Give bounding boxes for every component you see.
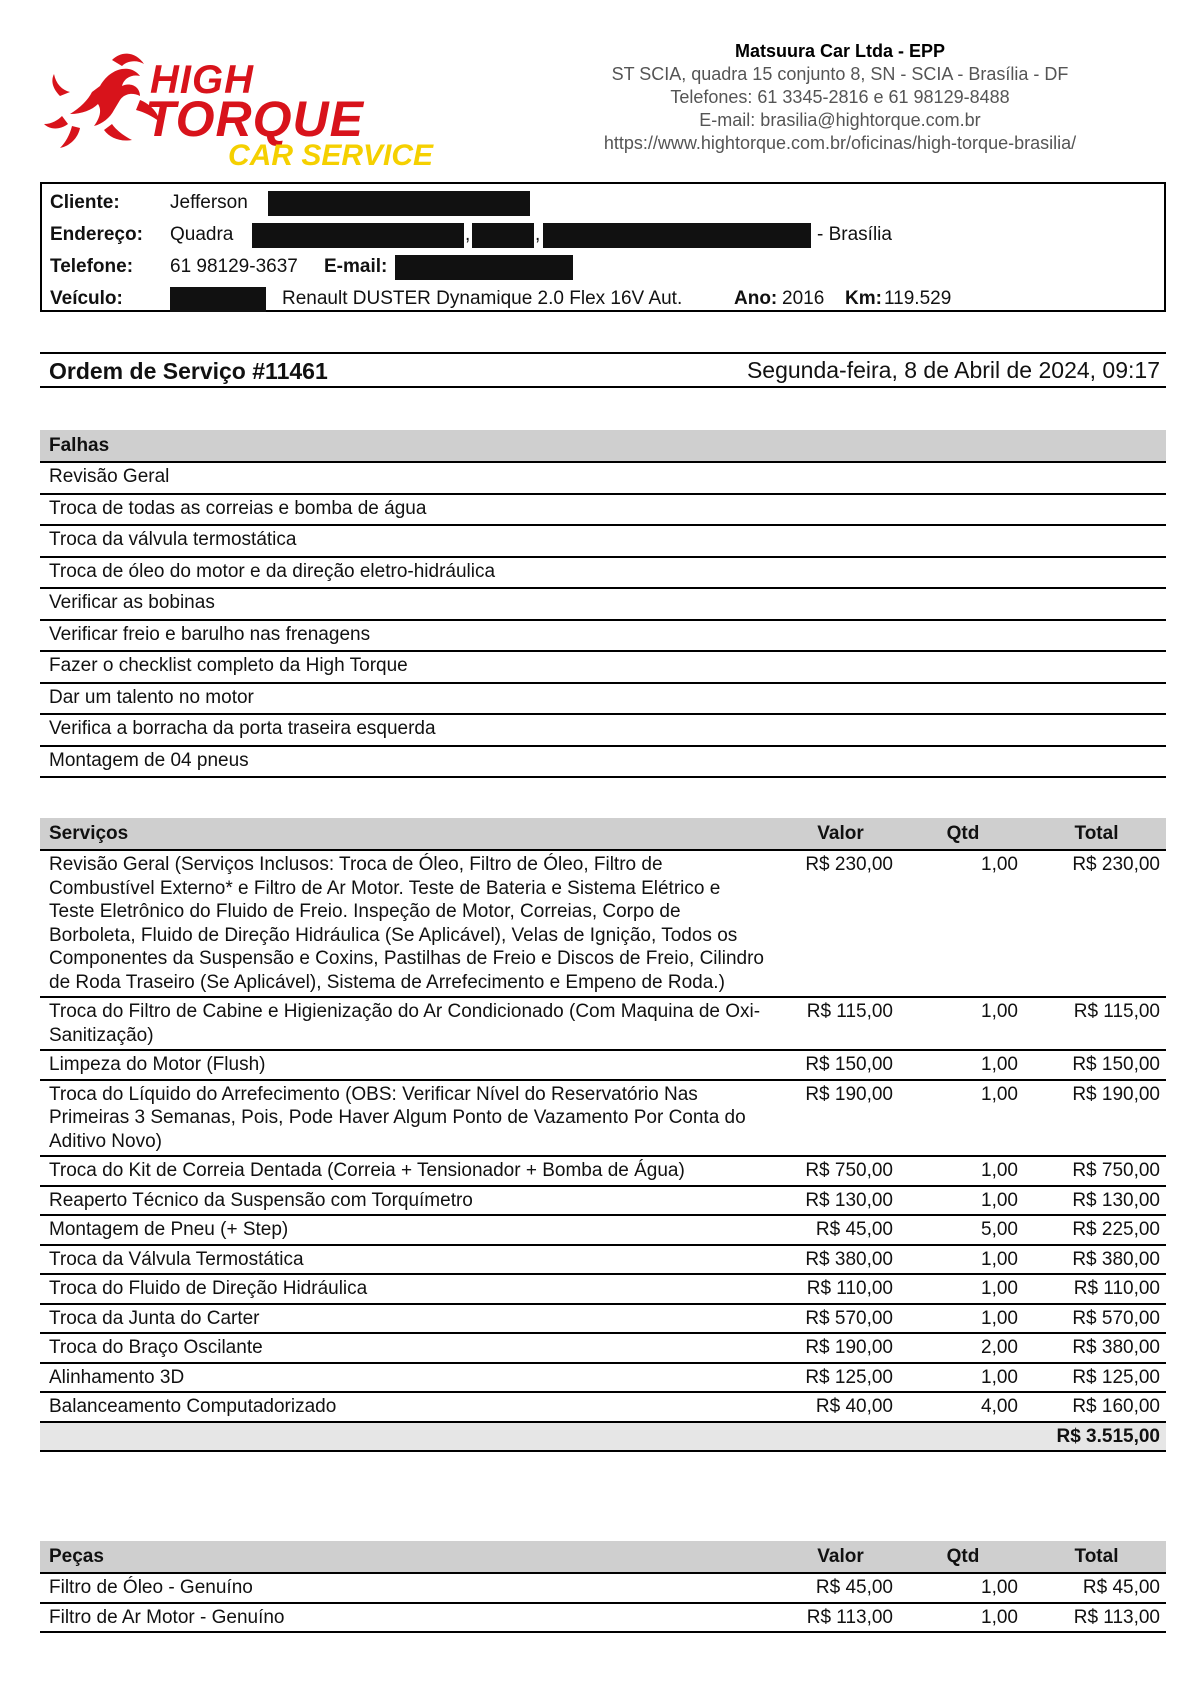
falha-row (40, 494, 1166, 526)
item-total: R$ 225,00 (1024, 1215, 1166, 1245)
company-address: ST SCIA, quadra 15 conjunto 8, SN - SCIA - Brasília - DF (611, 64, 1069, 84)
item-valor: R$ 45,00 (779, 1215, 899, 1245)
phone-label: Telefone: (50, 256, 134, 277)
servico-row (40, 1245, 1166, 1275)
company-email: E-mail: brasilia@hightorque.com.br (699, 110, 981, 130)
item-description: Limpeza do Motor (Flush) (40, 1050, 779, 1080)
item-valor: R$ 750,00 (779, 1156, 899, 1186)
servico-row (40, 1304, 1166, 1334)
item-qtd: 1,00 (899, 1186, 1024, 1216)
item-total: R$ 113,00 (1024, 1603, 1166, 1633)
item-description: Troca do Braço Oscilante (40, 1333, 779, 1363)
item-qtd: 1,00 (899, 850, 1024, 997)
falha-item: Troca de óleo do motor e da direção eletro-hidráulica (40, 557, 1166, 589)
company-name: Matsuura Car Ltda - EPP (734, 41, 946, 61)
falha-row (40, 746, 1166, 778)
servico-row (40, 1333, 1166, 1363)
item-description: Troca da Junta do Carter (40, 1304, 779, 1334)
pecas-table (40, 1541, 1166, 1633)
item-description: Troca do Líquido do Arrefecimento (OBS: Verificar Nível do Reservatório Nas Primeiras 3 Semanas, Pois, Pode Haver Algum Ponto de Vazamento Por Conta do Aditivo Novo) (40, 1080, 779, 1157)
falha-item: Revisão Geral (40, 462, 1166, 494)
year-value: 2016 (782, 288, 825, 309)
client-label: Cliente: (50, 192, 120, 213)
servico-row (40, 1363, 1166, 1393)
client-info-box (40, 182, 1166, 312)
item-qtd: 1,00 (899, 1363, 1024, 1393)
item-valor: R$ 125,00 (779, 1363, 899, 1393)
item-total: R$ 230,00 (1024, 850, 1166, 997)
item-qtd: 1,00 (899, 1603, 1024, 1633)
falha-item: Verificar freio e barulho nas frenagens (40, 620, 1166, 652)
pecas-header-desc: Peças (40, 1541, 779, 1573)
item-valor: R$ 190,00 (779, 1080, 899, 1157)
item-description: Filtro de Ar Motor - Genuíno (40, 1603, 779, 1633)
servicos-table (40, 818, 1166, 1452)
falhas-header: Falhas (40, 430, 1166, 462)
falha-item: Montagem de 04 pneus (40, 746, 1166, 778)
item-description: Filtro de Óleo - Genuíno (40, 1573, 779, 1603)
item-total: R$ 45,00 (1024, 1573, 1166, 1603)
item-total: R$ 110,00 (1024, 1274, 1166, 1304)
servico-row (40, 1156, 1166, 1186)
item-qtd: 1,00 (899, 1245, 1024, 1275)
servicos-header-desc: Serviços (40, 818, 779, 850)
item-total: R$ 380,00 (1024, 1333, 1166, 1363)
redaction-bar (170, 287, 266, 312)
servico-row (40, 1080, 1166, 1157)
item-valor: R$ 130,00 (779, 1186, 899, 1216)
servicos-grand-total: R$ 3.515,00 (1024, 1422, 1166, 1452)
servico-row (40, 997, 1166, 1050)
falha-row (40, 651, 1166, 683)
falha-item: Verifica a borracha da porta traseira esquerda (40, 714, 1166, 746)
redaction-bar (252, 223, 464, 248)
pecas-header-total: Total (1024, 1541, 1166, 1573)
scorpion-icon (44, 54, 160, 148)
high-torque-logo (40, 38, 480, 168)
falha-row (40, 620, 1166, 652)
pecas-header-valor: Valor (779, 1541, 899, 1573)
item-total: R$ 130,00 (1024, 1186, 1166, 1216)
logo-text-torque: TORQUE (145, 91, 364, 147)
order-title: Ordem de Serviço #11461 (49, 358, 328, 384)
item-total: R$ 160,00 (1024, 1392, 1166, 1422)
item-valor: R$ 230,00 (779, 850, 899, 997)
peca-row (40, 1573, 1166, 1603)
item-description: Troca do Fluido de Direção Hidráulica (40, 1274, 779, 1304)
document-header (40, 28, 1170, 168)
falha-row (40, 525, 1166, 557)
redaction-bar (268, 191, 530, 216)
item-qtd: 1,00 (899, 1274, 1024, 1304)
km-label: Km: (845, 288, 882, 309)
total-spacer (40, 1422, 1024, 1452)
servico-row (40, 1186, 1166, 1216)
address-city: - Brasília (817, 224, 892, 245)
falha-row (40, 462, 1166, 494)
phone-row (50, 251, 1156, 283)
servico-row (40, 1050, 1166, 1080)
email-label: E-mail: (324, 256, 388, 277)
item-qtd: 1,00 (899, 1573, 1024, 1603)
falha-item: Fazer o checklist completo da High Torque (40, 651, 1166, 683)
falha-item: Troca da válvula termostática (40, 525, 1166, 557)
item-valor: R$ 113,00 (779, 1603, 899, 1633)
item-description: Balanceamento Computadorizado (40, 1392, 779, 1422)
redaction-bar (472, 223, 534, 248)
item-total: R$ 750,00 (1024, 1156, 1166, 1186)
redaction-bar (543, 223, 811, 248)
address-label: Endereço: (50, 224, 143, 245)
falha-row (40, 588, 1166, 620)
peca-row (40, 1603, 1166, 1633)
item-description: Revisão Geral (Serviços Inclusos: Troca de Óleo, Filtro de Óleo, Filtro de Combustível Externo* e Filtro de Ar Motor. Teste de Bateria e Sistema Elétrico e Teste Eletrônico do Fluido de Freio. Inspeção de Motor, Correias, Corpo de Borboleta, Fluido de Direção Hidráulica (Se Aplicável), Velas de Ignição, Todos os Componentes da Suspensão e Coxins, Pastilhas de Freio e Discos de Freio, Cilindro de Roda Traseiro (Se Aplicável), Sistema de Arrefecimento e Empeno de Roda.) (40, 850, 779, 997)
client-name: Jefferson (170, 192, 248, 213)
servico-row (40, 1215, 1166, 1245)
address-row: Endereço: Quadra , , - Brasília (50, 219, 1156, 251)
item-valor: R$ 380,00 (779, 1245, 899, 1275)
falha-item: Dar um talento no motor (40, 683, 1166, 715)
item-valor: R$ 110,00 (779, 1274, 899, 1304)
item-total: R$ 190,00 (1024, 1080, 1166, 1157)
servicos-header-valor: Valor (779, 818, 899, 850)
item-description: Troca do Kit de Correia Dentada (Correia + Tensionador + Bomba de Água) (40, 1156, 779, 1186)
servicos-header-total: Total (1024, 818, 1166, 850)
item-qtd: 1,00 (899, 997, 1024, 1050)
item-qtd: 1,00 (899, 1156, 1024, 1186)
item-qtd: 5,00 (899, 1215, 1024, 1245)
company-info (530, 40, 1150, 155)
vehicle-label: Veículo: (50, 288, 123, 309)
item-total: R$ 125,00 (1024, 1363, 1166, 1393)
order-header (40, 352, 1166, 388)
item-total: R$ 380,00 (1024, 1245, 1166, 1275)
client-row (50, 187, 1156, 219)
servico-row (40, 850, 1166, 997)
item-qtd: 4,00 (899, 1392, 1024, 1422)
year-label: Ano: (734, 288, 778, 309)
falha-row (40, 557, 1166, 589)
falhas-table (40, 430, 1166, 778)
item-total: R$ 150,00 (1024, 1050, 1166, 1080)
vehicle-model: Renault DUSTER Dynamique 2.0 Flex 16V Aut. (282, 288, 683, 309)
address-value: Quadra (170, 224, 234, 245)
company-phones: Telefones: 61 3345-2816 e 61 98129-8488 (670, 87, 1010, 107)
item-valor: R$ 115,00 (779, 997, 899, 1050)
logo-text-high: HIGH (150, 58, 254, 102)
pecas-header-qtd: Qtd (899, 1541, 1024, 1573)
item-description: Troca do Filtro de Cabine e Higienização do Ar Condicionado (Com Maquina de Oxi-Sanitização) (40, 997, 779, 1050)
falha-item: Troca de todas as correias e bomba de água (40, 494, 1166, 526)
item-description: Alinhamento 3D (40, 1363, 779, 1393)
km-value: 119.529 (884, 288, 952, 309)
redaction-bar (395, 255, 573, 280)
item-total: R$ 115,00 (1024, 997, 1166, 1050)
company-url: https://www.hightorque.com.br/oficinas/high-torque-brasilia/ (603, 133, 1077, 153)
falha-item: Verificar as bobinas (40, 588, 1166, 620)
item-total: R$ 570,00 (1024, 1304, 1166, 1334)
item-description: Troca da Válvula Termostática (40, 1245, 779, 1275)
logo-text-car-service: CAR SERVICE (228, 139, 434, 168)
item-qtd: 1,00 (899, 1304, 1024, 1334)
servicos-header-qtd: Qtd (899, 818, 1024, 850)
phone-value: 61 98129-3637 (170, 256, 298, 277)
item-valor: R$ 150,00 (779, 1050, 899, 1080)
item-valor: R$ 40,00 (779, 1392, 899, 1422)
falha-row (40, 714, 1166, 746)
item-qtd: 1,00 (899, 1080, 1024, 1157)
item-valor: R$ 45,00 (779, 1573, 899, 1603)
servico-row (40, 1274, 1166, 1304)
vehicle-row (50, 283, 1156, 315)
servico-row (40, 1392, 1166, 1422)
falha-row (40, 683, 1166, 715)
item-description: Montagem de Pneu (+ Step) (40, 1215, 779, 1245)
item-description: Reaperto Técnico da Suspensão com Torquímetro (40, 1186, 779, 1216)
item-valor: R$ 190,00 (779, 1333, 899, 1363)
item-qtd: 1,00 (899, 1050, 1024, 1080)
item-qtd: 2,00 (899, 1333, 1024, 1363)
item-valor: R$ 570,00 (779, 1304, 899, 1334)
order-date: Segunda-feira, 8 de Abril de 2024, 09:17 (746, 357, 1160, 383)
